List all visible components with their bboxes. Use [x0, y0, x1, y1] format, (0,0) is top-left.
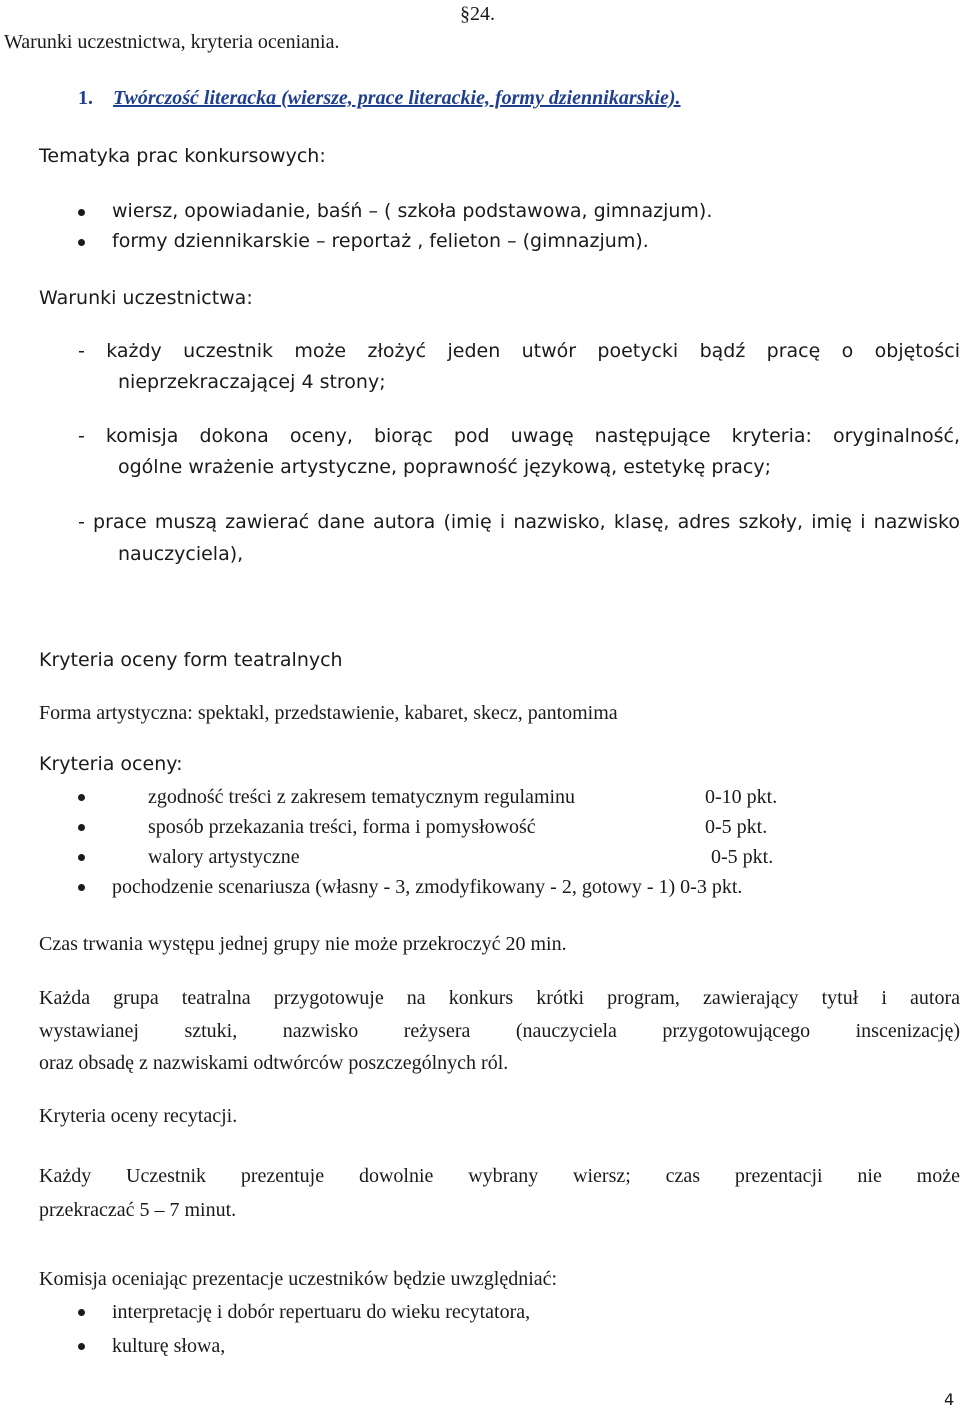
- topics-label: Tematyka prac konkursowych:: [39, 145, 326, 167]
- section-number: 1.: [78, 87, 93, 109]
- condition-line: - prace muszą zawierać dane autora (imię i nazwisko, klasę, adres szkoły, imię i nazwisko: [78, 511, 960, 533]
- jury-label: Komisja oceniając prezentacje uczestników będzie uwzględniać:: [39, 1268, 558, 1290]
- criterion-points: 0-5 pkt.: [711, 846, 774, 868]
- criterion-text: pochodzenie scenariusza (własny - 3, zmodyfikowany - 2, gotowy - 1) 0-3 pkt.: [112, 876, 743, 898]
- bullet-icon: [78, 1309, 85, 1316]
- recitation-item: kulturę słowa,: [112, 1335, 226, 1357]
- recitation-item: interpretację i dobór repertuaru do wieku recytatora,: [112, 1301, 531, 1323]
- bullet-icon: [78, 239, 85, 246]
- topic-item: formy dziennikarskie – reportaż , felieton – (gimnazjum).: [112, 230, 649, 252]
- recitation-heading: Kryteria oceny recytacji.: [39, 1105, 238, 1127]
- condition-line: - każdy uczestnik może złożyć jeden utwór poetycki bądź pracę o objętości: [78, 340, 960, 362]
- bullet-icon: [78, 884, 85, 891]
- program-line: Każda grupa teatralna przygotowuje na konkurs krótki program, zawierający tytuł i autora: [39, 987, 960, 1009]
- bullet-icon: [78, 209, 85, 216]
- criterion-text: walory artystyczne: [148, 846, 300, 868]
- criterion-points: 0-10 pkt.: [705, 786, 778, 808]
- criterion-text: zgodność treści z zakresem tematycznym regulaminu: [148, 786, 576, 808]
- bullet-icon: [78, 1343, 85, 1350]
- criterion-text: sposób przekazania treści, forma i pomysłowość: [148, 816, 536, 838]
- bullet-icon: [78, 824, 85, 831]
- bullet-icon: [78, 854, 85, 861]
- condition-line: ogólne wrażenie artystyczne, poprawność językową, estetykę pracy;: [118, 456, 771, 478]
- condition-line: - komisja dokona oceny, biorąc pod uwagę następujące kryteria: oryginalność,: [78, 425, 960, 447]
- section-mark: §24.: [460, 3, 495, 25]
- criteria-label: Kryteria oceny:: [39, 753, 183, 775]
- performance-duration: Czas trwania występu jednej grupy nie może przekroczyć 20 min.: [39, 933, 567, 955]
- program-line: wystawianej sztuki, nazwisko reżysera (nauczyciela przygotowującego inscenizację): [39, 1020, 960, 1042]
- condition-line: nauczyciela),: [118, 543, 244, 565]
- topic-item: wiersz, opowiadanie, baśń – ( szkoła podstawowa, gimnazjum).: [112, 200, 713, 222]
- theatre-form: Forma artystyczna: spektakl, przedstawienie, kabaret, skecz, pantomima: [39, 702, 618, 724]
- condition-line: nieprzekraczającej 4 strony;: [118, 371, 386, 393]
- bullet-icon: [78, 794, 85, 801]
- program-line: oraz obsadę z nazwiskami odtwórców poszczególnych ról.: [39, 1052, 509, 1074]
- page-number: 4: [944, 1390, 955, 1409]
- recitation-intro-line: Każdy Uczestnik prezentuje dowolnie wybrany wiersz; czas prezentacji nie może: [39, 1165, 960, 1187]
- section-heading: Twórczość literacka (wiersze, prace literackie, formy dziennikarskie).: [113, 87, 681, 109]
- recitation-intro-line: przekraczać 5 – 7 minut.: [39, 1199, 237, 1221]
- conditions-label: Warunki uczestnictwa:: [39, 287, 253, 309]
- document-title: Warunki uczestnictwa, kryteria oceniania.: [4, 31, 340, 53]
- theatre-heading: Kryteria oceny form teatralnych: [39, 649, 343, 671]
- criterion-points: 0-5 pkt.: [705, 816, 768, 838]
